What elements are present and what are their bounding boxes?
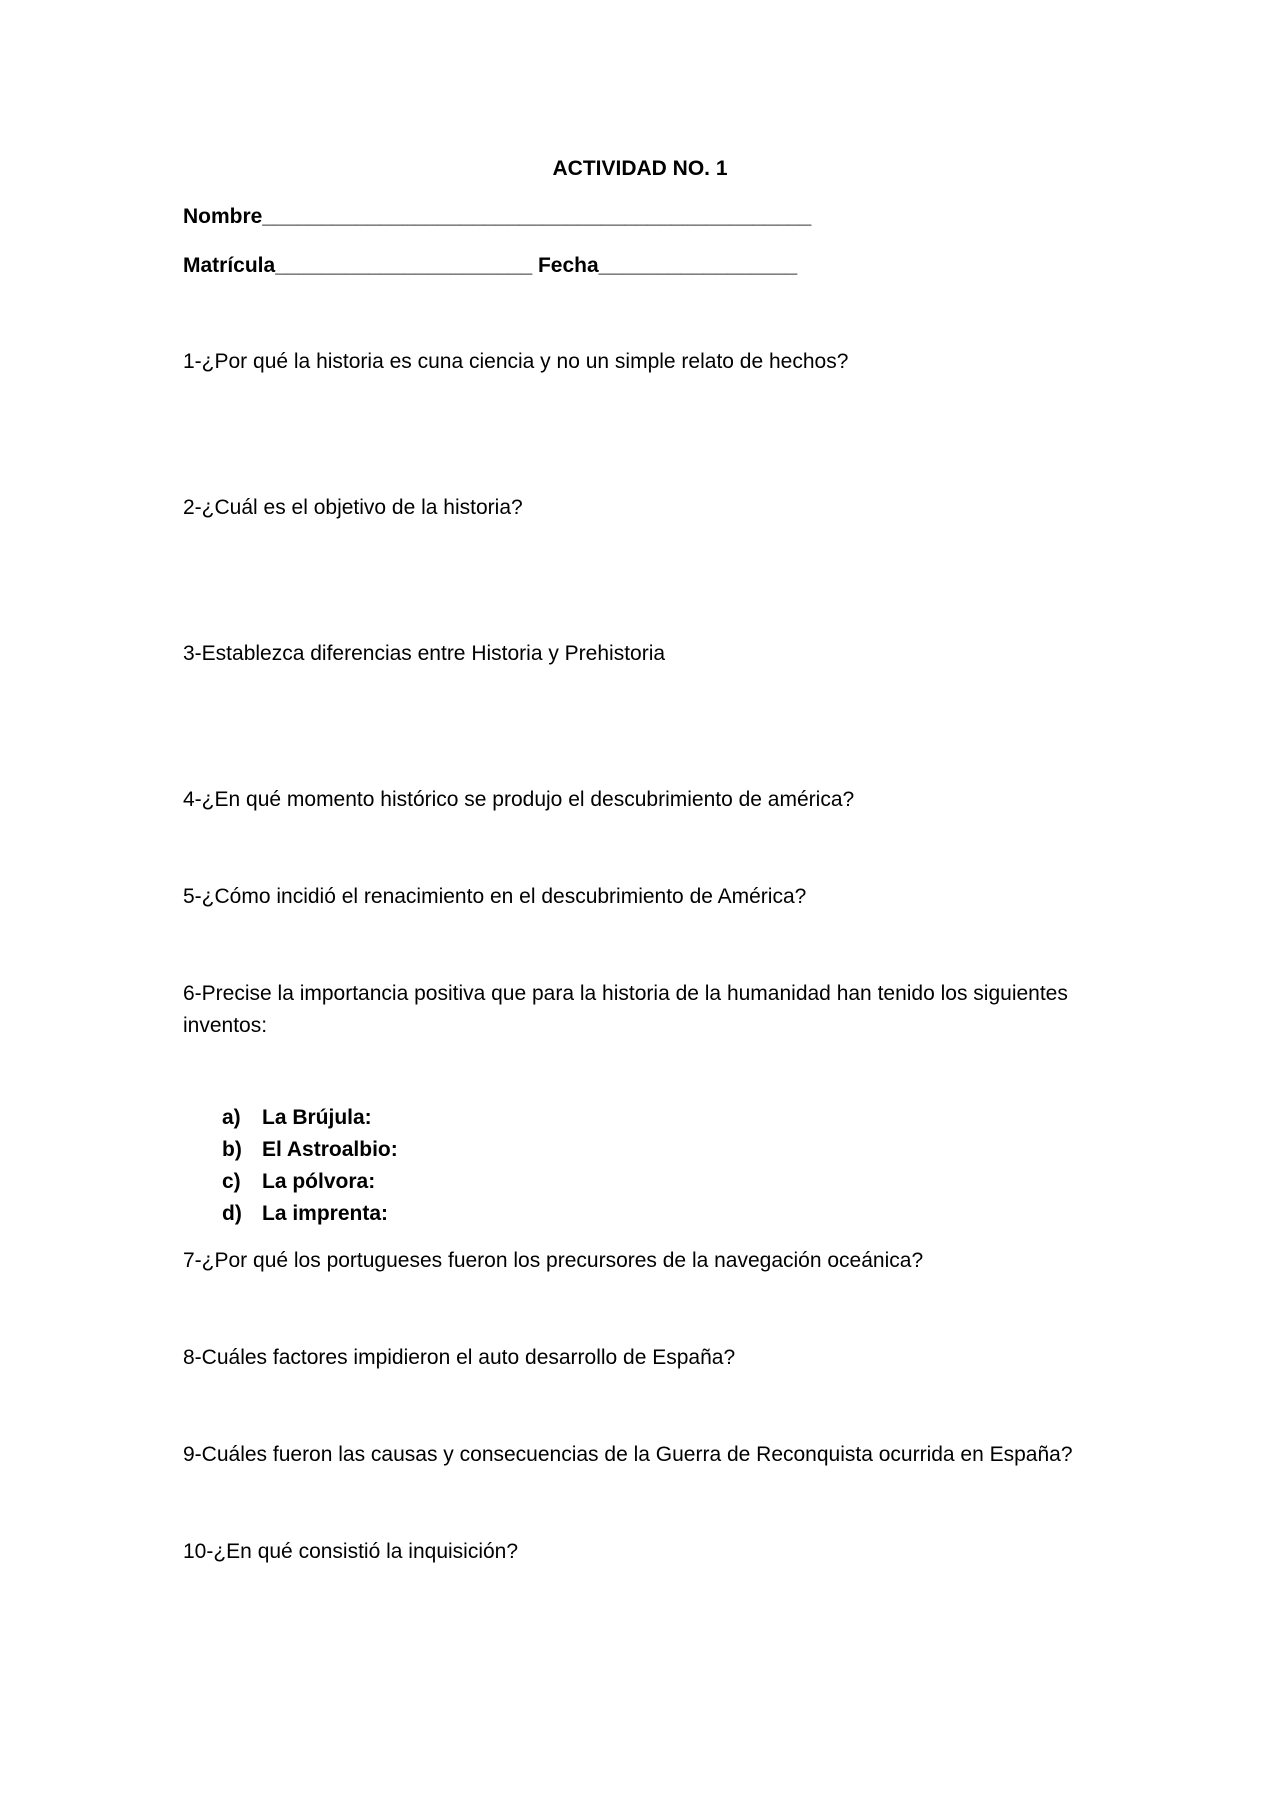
option-letter: d)	[222, 1202, 242, 1225]
option-label: La Brújula:	[262, 1106, 372, 1129]
option-letter: c)	[222, 1170, 241, 1193]
question-9: 9-Cuáles fueron las causas y consecuencias de la Guerra de Reconquista ocurrida en España?	[183, 1443, 1073, 1466]
question-10: 10-¿En qué consistió la inquisición?	[183, 1540, 519, 1563]
question-8: 8-Cuáles factores impidieron el auto desarrollo de España?	[183, 1346, 736, 1369]
nombre-field: Nombre_______________________________________________	[183, 205, 812, 228]
question-6: 6-Precise la importancia positiva que para la historia de la humanidad han tenido los siguientes inventos:	[183, 982, 1068, 1037]
option-letter: b)	[222, 1138, 242, 1161]
list-item	[222, 1134, 398, 1166]
inventos-list	[222, 1102, 398, 1230]
question-5: 5-¿Cómo incidió el renacimiento en el descubrimiento de América?	[183, 885, 807, 908]
list-item	[222, 1166, 398, 1198]
matricula-fecha-line	[183, 253, 797, 279]
list-item	[222, 1198, 398, 1230]
option-letter: a)	[222, 1106, 241, 1129]
question-7: 7-¿Por qué los portugueses fueron los precursores de la navegación oceánica?	[183, 1249, 924, 1272]
question-4: 4-¿En qué momento histórico se produjo el descubrimiento de américa?	[183, 788, 855, 811]
question-1: 1-¿Por qué la historia es cuna ciencia y no un simple relato de hechos?	[183, 350, 849, 373]
option-label: La imprenta:	[262, 1202, 389, 1225]
page-title: ACTIVIDAD NO. 1	[552, 157, 728, 180]
matricula-field: Matrícula______________________	[183, 254, 533, 277]
option-label: El Astroalbio:	[262, 1138, 398, 1161]
list-item	[222, 1102, 398, 1134]
question-2: 2-¿Cuál es el objetivo de la historia?	[183, 496, 523, 519]
fecha-field: Fecha_________________	[537, 254, 798, 277]
question-3: 3-Establezca diferencias entre Historia y Prehistoria	[183, 642, 666, 665]
option-label: La pólvora:	[262, 1170, 376, 1193]
